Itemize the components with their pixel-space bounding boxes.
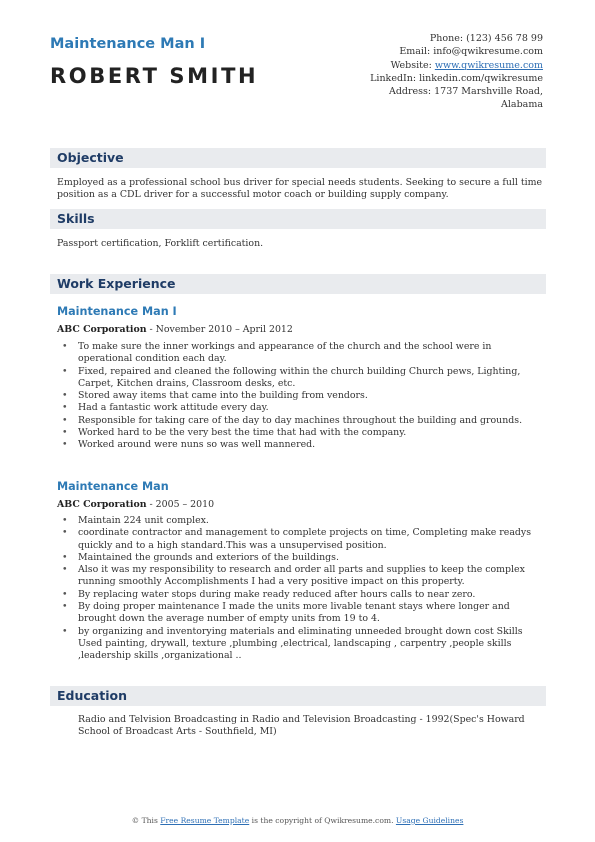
job-2-company: ABC Corporation bbox=[57, 499, 147, 510]
footer-prefix: © This bbox=[131, 816, 161, 825]
education-section-bar bbox=[50, 686, 546, 706]
job-1-bullets bbox=[62, 341, 542, 452]
list-item: • Had a fantastic work attitude every day. bbox=[62, 402, 542, 414]
objective-section-bar bbox=[50, 148, 546, 168]
list-item: • Stored away items that came into the building from vendors. bbox=[62, 390, 542, 402]
footer-template-link[interactable]: Free Resume Template bbox=[160, 816, 250, 825]
contact-linkedin: LinkedIn: linkedin.com/qwikresume bbox=[370, 72, 543, 84]
contact-website-label: Website: bbox=[390, 59, 435, 71]
list-item: • By doing proper maintenance I made the units more livable tenant stays where longer and brought down the average number of empty units from 19 to 4. bbox=[62, 601, 542, 626]
list-item: • by organizing and inventorying materials and eliminating unneeded brought down cost Skills Used painting, drywall, texture ,plumbing ,electrical, landscaping , carpentry ,people skills ,leadership skills ,organizational .. bbox=[62, 626, 542, 663]
list-item: • Worked hard to be the very best the time that had with the company. bbox=[62, 427, 542, 439]
contact-address-line2: Alabama bbox=[501, 99, 543, 111]
education-text: Radio and Telvision Broadcasting in Radio and Television Broadcasting - 1992(Spec's Howard School of Broadcast Arts - Southfield, MI) bbox=[78, 714, 525, 738]
list-item: • Fixed, repaired and cleaned the following within the church building Church pews, Lighting, Carpet, Kitchen drains, Classroom desks, etc. bbox=[62, 366, 542, 391]
footer-guidelines-link[interactable]: Usage Guidelines bbox=[395, 816, 464, 825]
education-section-title: Education bbox=[57, 688, 127, 703]
list-item: • coordinate contractor and management to complete projects on time, Completing make readys quickly and to a high standard.This was a unsupervised position. bbox=[62, 527, 542, 552]
list-item: • To make sure the inner workings and appearance of the church and the school were in operational condition each day. bbox=[62, 341, 542, 366]
list-item: • Maintained the grounds and exteriors of the buildings. bbox=[62, 552, 542, 564]
contact-address-line1: Address: 1737 Marshville Road, bbox=[388, 86, 543, 98]
footer-middle: is the copyright of Qwikresume.com. bbox=[249, 816, 396, 825]
contact-block bbox=[333, 32, 543, 112]
contact-website-link[interactable]: www.qwikresume.com bbox=[434, 59, 543, 71]
job-1-company: ABC Corporation bbox=[57, 324, 147, 335]
experience-section-title: Work Experience bbox=[57, 276, 176, 291]
objective-section-title: Objective bbox=[57, 150, 124, 165]
list-item: • Responsible for taking care of the day to day machines throughout the building and grounds. bbox=[62, 415, 542, 427]
contact-email: Email: info@qwikresume.com bbox=[399, 46, 543, 58]
job-2-title: Maintenance Man bbox=[57, 480, 169, 493]
list-item: • Maintain 224 unit complex. bbox=[62, 515, 542, 527]
objective-text: Employed as a professional school bus driver for special needs students. Seeking to secure a full time position as a CDL driver for a successful motor coach or building supply company. bbox=[57, 177, 543, 201]
list-item: • Worked around were nuns so was well mannered. bbox=[62, 439, 542, 451]
job-2-dates: - 2005 – 2010 bbox=[146, 499, 215, 510]
job-2-bullets bbox=[62, 515, 542, 663]
footer bbox=[0, 816, 595, 825]
contact-phone: Phone: (123) 456 78 99 bbox=[429, 33, 543, 44]
job-1-dates: - November 2010 – April 2012 bbox=[146, 324, 293, 335]
skills-section-title: Skills bbox=[57, 211, 95, 226]
experience-section-bar bbox=[50, 274, 546, 294]
job-1-meta bbox=[57, 324, 293, 336]
job-2-meta bbox=[57, 499, 214, 511]
candidate-name: ROBERT SMITH bbox=[50, 64, 259, 88]
header-job-title: Maintenance Man I bbox=[50, 36, 206, 52]
skills-text: Passport certification, Forklift certification. bbox=[57, 238, 264, 249]
contact-website bbox=[333, 59, 543, 72]
list-item: • Also it was my responsibility to research and order all parts and supplies to keep the complex running smoothly Accomplishments I had a very positive impact on this property. bbox=[62, 564, 542, 589]
list-item: • By replacing water stops during make ready reduced after hours calls to near zero. bbox=[62, 589, 542, 601]
skills-section-bar bbox=[50, 209, 546, 229]
job-1-title: Maintenance Man I bbox=[57, 305, 177, 318]
